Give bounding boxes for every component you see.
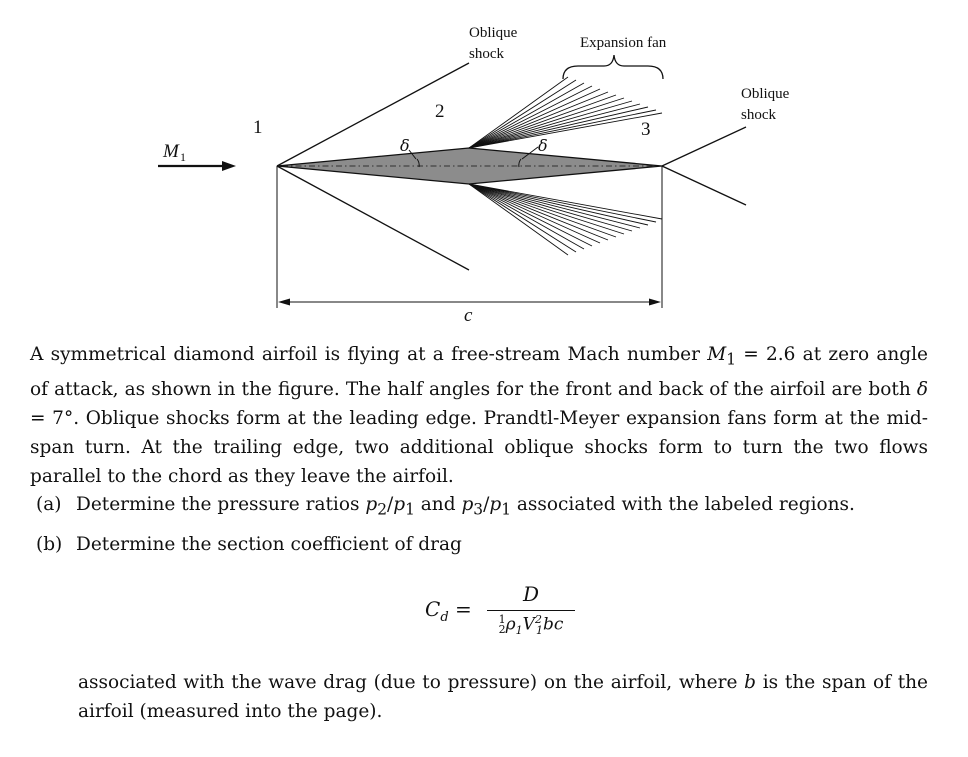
problem-statement: A symmetrical diamond airfoil is flying at a free-stream Mach number $M_1 = 2.6$ at zero angle of attack, as shown in the figure. The half angles for the front and back of the airfoil are both δ = 7°. Oblique shocks form at the leading edge. Prandtl-Meyer expansion fans form at the mid-span turn. At the trailing edge, two additional oblique shocks form to turn the two flows parallel to the chord as they leave the airfoil. bbox=[30, 344, 928, 487]
equation-lhs: $C_d$ = bbox=[425, 597, 472, 625]
expansion-fan-upper bbox=[469, 77, 662, 148]
mach-label: M bbox=[163, 141, 179, 162]
equation-denominator: 1 $2\rho_1V^2_1bc$ bbox=[498, 613, 564, 638]
oblique-shock-right-label-line1: Oblique bbox=[741, 86, 790, 102]
oblique-shock-top-label-line2: shock bbox=[469, 46, 504, 62]
region-2-label: 2 bbox=[435, 101, 445, 122]
part-a: (a) Determine the pressure ratios $p_2/p_1$ and $p_3/p_1$ associated with the labeled regions. bbox=[36, 494, 855, 519]
closing-text: associated with the wave drag (due to pressure) on the airfoil, where b is the span of the airfoil (measured into the page). bbox=[78, 672, 928, 722]
delta-front-label: δ bbox=[400, 136, 410, 155]
trailing-shock-lower bbox=[662, 166, 746, 205]
delta-symbol: δ bbox=[916, 378, 928, 400]
freestream-arrowhead bbox=[222, 161, 236, 171]
airfoil-diagram bbox=[0, 0, 968, 330]
chord-label: c bbox=[464, 305, 473, 326]
drag-coefficient-equation bbox=[425, 582, 585, 648]
oblique-shock-top-label-line1: Oblique bbox=[469, 25, 518, 41]
trailing-shock-upper bbox=[662, 127, 746, 166]
mach-symbol-sub: 1 bbox=[726, 350, 736, 369]
mach-subscript: 1 bbox=[180, 150, 186, 164]
equation-fraction bbox=[485, 582, 577, 637]
chord-arrowhead-right bbox=[649, 299, 661, 306]
part-b-tag: (b) bbox=[36, 534, 63, 555]
chord-arrowhead-left bbox=[278, 299, 290, 306]
oblique-shock-right-label-line2: shock bbox=[741, 107, 776, 123]
part-a-tag: (a) bbox=[36, 494, 62, 515]
expansion-fan-label: Expansion fan bbox=[580, 35, 667, 51]
delta-back-label: δ bbox=[538, 136, 548, 155]
part-b: (b) Determine the section coefficient of drag bbox=[36, 534, 462, 555]
expansion-fan-lower bbox=[469, 184, 662, 255]
equation-numerator: D bbox=[522, 582, 540, 606]
mach-symbol: M bbox=[707, 344, 727, 365]
expansion-fan-brace bbox=[563, 55, 663, 79]
diamond-airfoil bbox=[277, 148, 662, 184]
region-3-label: 3 bbox=[641, 119, 651, 140]
region-1-label: 1 bbox=[253, 117, 263, 138]
